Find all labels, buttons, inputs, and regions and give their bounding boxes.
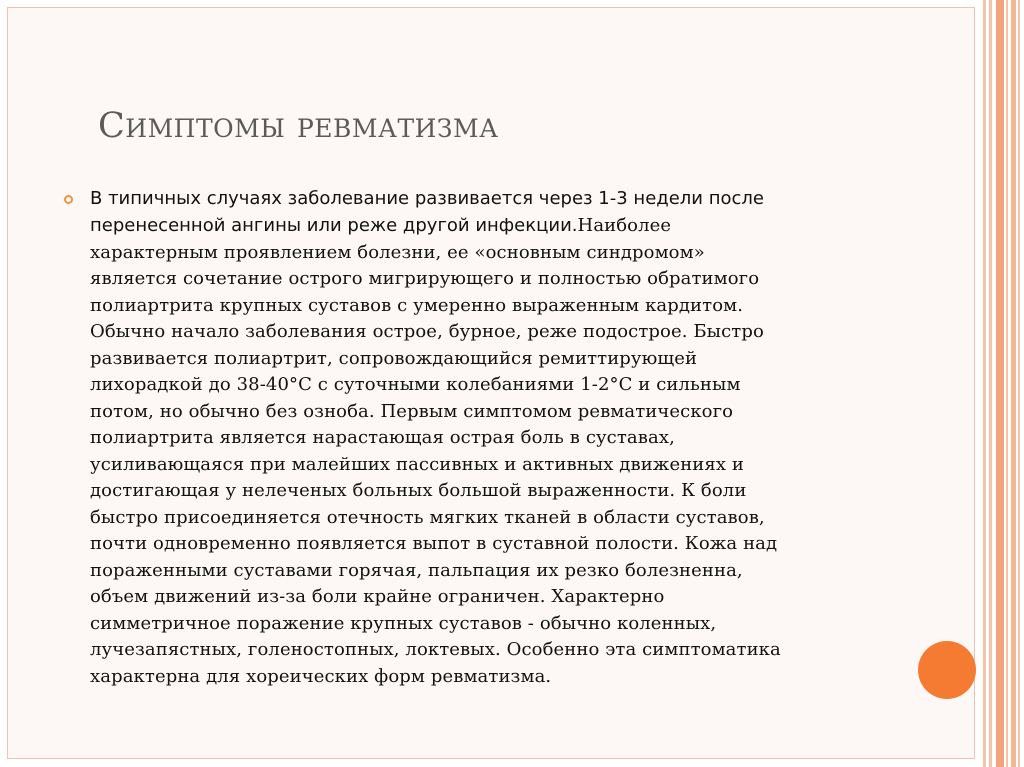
text-line: Обычно начало заболевания острое, бурное, реже подострое. Быстро <box>90 321 764 342</box>
text-line: характерным проявлением болезни, ее «основным синдромом» <box>90 241 705 263</box>
decorative-orange-circle <box>918 641 976 699</box>
text-line: полиартрита крупных суставов с умеренно выраженным кардитом. <box>90 294 744 316</box>
stripe <box>989 0 992 767</box>
text-line: усиливающаяся при малейших пассивных и активных движениях и <box>90 453 745 475</box>
stripe <box>983 0 986 767</box>
stripe <box>1011 0 1016 767</box>
text-line: почти одновременно появляется выпот в суставной полости. Кожа над <box>90 533 778 554</box>
text-line: симметричное поражение крупных суставов - обычно коленных, <box>90 612 717 634</box>
stripe <box>996 0 1004 767</box>
text-line: потом, но обычно без озноба. Первым симптомом ревматического <box>90 400 734 422</box>
text-line: В типичных случаях заболевание развивается через 1-3 недели после <box>90 188 764 209</box>
hollow-circle-bullet-icon <box>64 195 73 204</box>
text-line: объем движений из-за боли крайне ограничен. Характерно <box>90 586 665 607</box>
text-line: развивается полиартрит, сопровождающийся ремиттирующей <box>90 347 698 369</box>
text-line: Наиболее <box>577 215 672 236</box>
text-line: перенесенной ангины или реже другой инфекции. <box>90 215 578 236</box>
paragraph-lines <box>90 240 890 691</box>
text-line: лучезапястных, голеностопных, локтевых. Особенно эта симптоматика <box>90 639 781 660</box>
text-line: характерна для хореических форм ревматизма. <box>90 665 552 687</box>
text-line: пораженными суставами горячая, пальпация их резко болезненна, <box>90 559 743 581</box>
text-line: полиартрита является нарастающая острая боль в суставах, <box>90 427 675 448</box>
text-line: быстро присоединяется отечность мягких тканей в области суставов, <box>90 506 765 528</box>
bullet-text <box>90 185 890 690</box>
text-line: достигающая у нелеченых больных большой выраженности. К боли <box>90 480 747 501</box>
text-line: является сочетание острого мигрирующего и полностью обратимого <box>90 268 760 289</box>
stripe <box>1018 0 1020 767</box>
text-line: лихорадкой до 38-40°С с суточными колебаниями 1-2°С и сильным <box>90 374 741 395</box>
slide-title: Симптомы ревматизма <box>98 106 499 146</box>
stripe <box>1006 0 1008 767</box>
